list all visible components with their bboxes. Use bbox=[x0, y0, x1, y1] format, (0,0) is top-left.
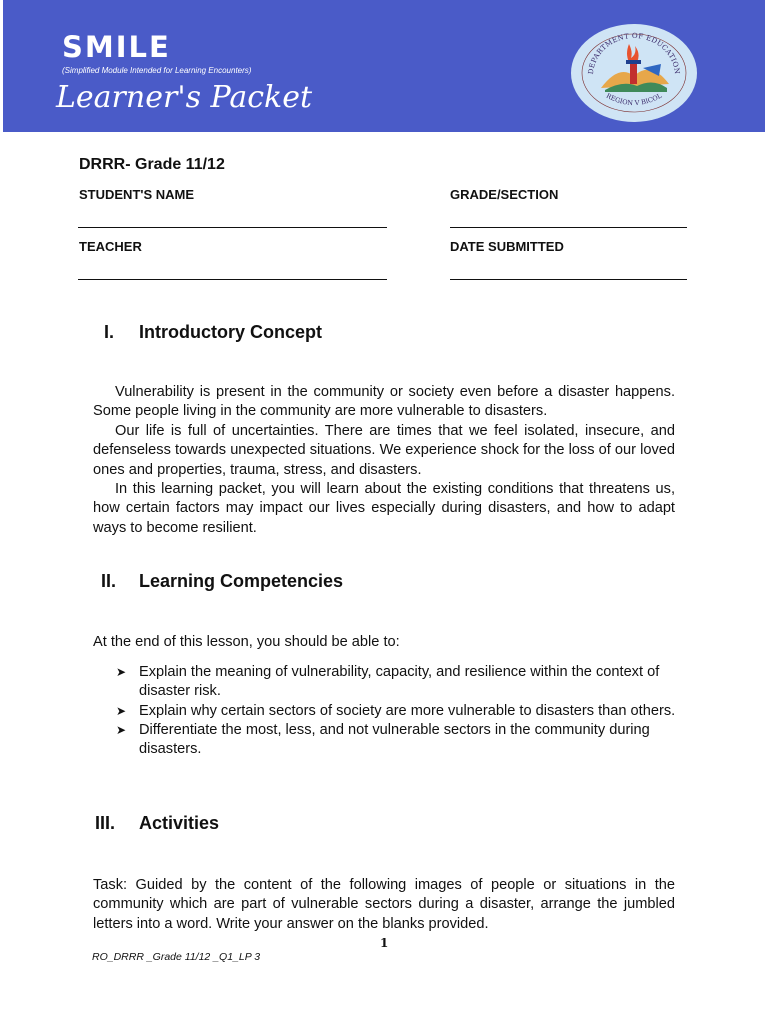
intro-paragraph-3 bbox=[93, 480, 675, 538]
document-title: DRRR- Grade 11/12 bbox=[79, 156, 225, 173]
section-heading-learning-competencies bbox=[101, 571, 343, 592]
task-paragraph: Task: Guided by the content of the following images of people or situations in the community which are part of vulnerable sectors during a disaster, arrange the jumbled letters into a word. Write your answer on the blanks provided. bbox=[93, 877, 675, 932]
seal-top-text: DEPARTMENT OF EDUCATION bbox=[586, 31, 682, 75]
footer-code: RO_DRRR _Grade 11/12 _Q1_LP 3 bbox=[92, 951, 261, 963]
intro-paragraph-2-text: Our life is full of uncertainties. There are times that we feel isolated, insecure, and defenseless towards unexpected situations. We experience shock for the loss of our loved ones and properties, trauma, stress, and disasters. bbox=[93, 423, 675, 478]
intro-paragraph-1-text: Vulnerability is present in the community or society even before a disaster happens. Some people living in the community are more vulnerable to disasters. bbox=[93, 384, 675, 420]
student-name-line[interactable] bbox=[78, 227, 387, 228]
list-item bbox=[116, 721, 676, 760]
brand-subtitle: (Simplified Module Intended for Learning Encounters) bbox=[62, 66, 252, 75]
section-heading-activities bbox=[95, 813, 219, 834]
list-item bbox=[116, 663, 676, 702]
teacher-line[interactable] bbox=[78, 279, 387, 280]
brand-logo-text: SMILE bbox=[62, 30, 171, 64]
objective-text: Explain the meaning of vulnerability, capacity, and resilience within the context of disaster risk. bbox=[139, 664, 660, 700]
date-submitted-line[interactable] bbox=[450, 279, 687, 280]
teacher-label: TEACHER bbox=[79, 239, 142, 254]
competencies-intro: At the end of this lesson, you should be able to: bbox=[93, 634, 400, 650]
arrow-bullet-icon: ➤ bbox=[116, 665, 127, 679]
date-submitted-label: DATE SUBMITTED bbox=[450, 239, 564, 254]
page-number: 1 bbox=[380, 936, 389, 950]
intro-paragraph-1 bbox=[93, 383, 675, 422]
section-number: I. bbox=[104, 322, 115, 342]
intro-paragraph-3-text: In this learning packet, you will learn about the existing conditions that threatens us, how certain factors may impact our lives especially during disasters, and how to adapt ways to become resilient. bbox=[93, 481, 675, 536]
objective-text: Explain why certain sectors of society are more vulnerable to disasters than others. bbox=[139, 702, 676, 719]
section-title: Introductory Concept bbox=[139, 322, 322, 342]
objectives-list bbox=[116, 663, 676, 759]
arrow-bullet-icon: ➤ bbox=[116, 703, 127, 718]
section-number: II. bbox=[101, 571, 117, 591]
section-title: Learning Competencies bbox=[139, 571, 344, 591]
section-number: III. bbox=[95, 813, 116, 833]
seal-bottom-text: REGION V BICOL bbox=[604, 91, 664, 108]
grade-section-label: GRADE/SECTION bbox=[450, 187, 559, 202]
section-title: Activities bbox=[139, 813, 220, 833]
intro-paragraph-2 bbox=[93, 422, 675, 480]
section-heading-introductory-concept bbox=[104, 322, 322, 343]
student-name-label: STUDENT'S NAME bbox=[79, 187, 195, 202]
list-item bbox=[116, 702, 676, 721]
arrow-bullet-icon: ➤ bbox=[116, 722, 127, 737]
deped-seal-logo bbox=[571, 24, 697, 122]
packet-title: Learner's Packet bbox=[56, 80, 313, 115]
objective-text: Differentiate the most, less, and not vulnerable sectors in the community during disasters. bbox=[139, 721, 650, 758]
grade-section-line[interactable] bbox=[450, 227, 687, 228]
